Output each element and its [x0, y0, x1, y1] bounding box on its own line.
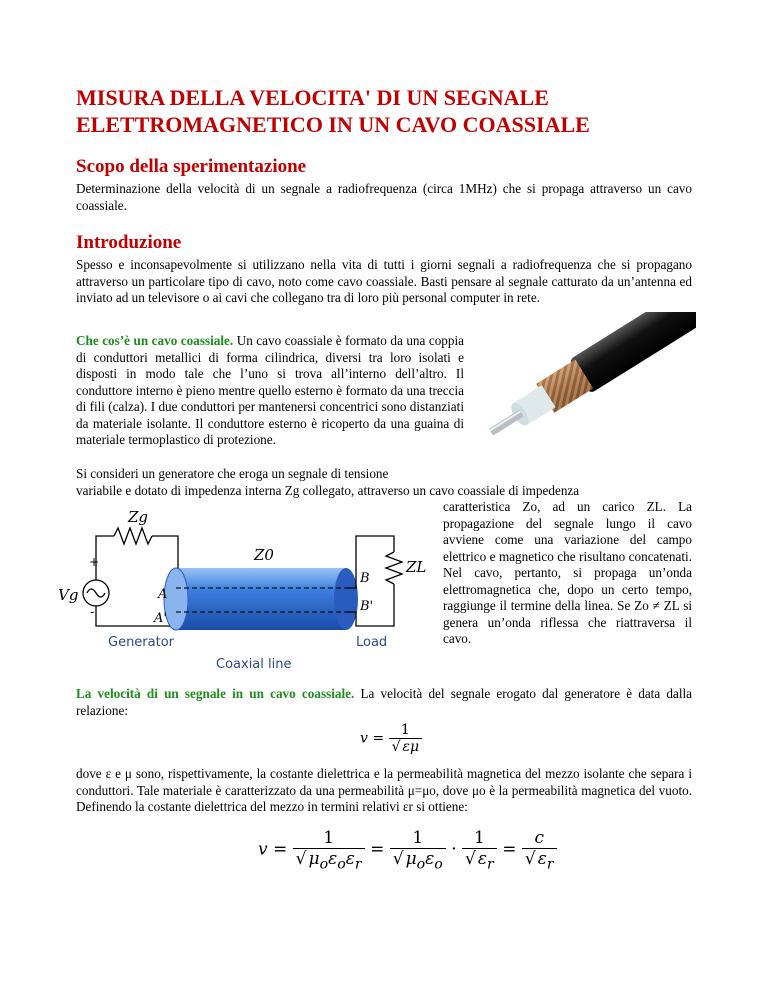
page-title: MISURA DELLA VELOCITA' DI UN SEGNALE ELETTROMAGNETICO IN UN CAVO COASSIALE [76, 85, 590, 137]
coax-paragraph [76, 333, 464, 449]
velocity-paragraph [76, 686, 692, 719]
velocity-lead: La velocità di un segnale in un cavo coassiale. [76, 686, 355, 701]
label-load: Load [356, 635, 388, 650]
label-vg: Vg [58, 586, 79, 604]
label-b-prime: B' [360, 599, 374, 614]
section-heading-intro: Introduzione [76, 232, 182, 253]
label-zl: ZL [406, 558, 427, 576]
equation-velocity: v = $\frac{1}{√ \varepsilon\mu}$ [360, 722, 422, 755]
label-a-prime: A' [154, 611, 167, 626]
scope-paragraph: Determinazione della velocità di un segnale a radiofrequenza (circa 1MHz) che si propaga attraverso un cavo coassiale. [76, 181, 692, 213]
intro-paragraph: Spesso e inconsapevolmente si utilizzano nella vita di tutti i giorni segnali a radiofrequenza che si propagano attraverso un particolare tipo di cavo, noto come cavo coassiale. Basti pensare al segnale catturato da un’antenna ed inviato ad un televisore o ai cavi che collegano tra di loro più personal computer in rete. [76, 257, 692, 305]
generator-side-paragraph: caratteristica Zo, ad un carico ZL. La propagazione del segnale lungo il cavo avviene come una variazione del campo elettrico e magnetico che risultano concatenati. Nel cavo, pertanto, si propaga un’onda elettromagnetica che, dopo un certo tempo, raggiunge il termine della linea. Se Zo ≠ ZL si genera un’onda riflessa che riattraversa il cavo. [443, 499, 692, 646]
velocity-text: La velocità del segnale erogato dal generatore è data dalla relazione: [76, 686, 692, 718]
label-plus: + [89, 555, 100, 569]
section-heading-scope: Scopo della sperimentazione [76, 156, 307, 177]
coax-text: Un cavo coassiale è formato da una coppia di conduttori metallici di forma cilindrica, diversi tra loro isolati e disposti in modo tale che l’uno si trova all’interno dell’altro. Il conduttore interno è pieno mentre quello esterno è formato da una treccia di fili (calza). I due conduttori per mantenersi concentrici sono distanziati da materiale isolante. Il conduttore esterno è ricoperto da una guaina di materiale termoplastico di protezione. [76, 333, 464, 447]
generator-line-2: variabile e dotato di impedenza interna Zg collegato, attraverso un cavo coassiale di impedenza [76, 483, 580, 498]
coax-lead: Che cos’è un cavo coassiale. [76, 333, 234, 348]
transmission-line-diagram [56, 508, 438, 674]
label-a: A [158, 587, 168, 602]
velocity-after-paragraph: dove ε e μ sono, rispettivamente, la costante dielettrica e la permeabilità magnetica del mezzo isolante che separa i conduttori. Tale materiale è caratterizzato da una permeabilità μ=μo, dove μo è la permeabilità magnetica del vuoto. Definendo la costante dielettrica del mezzo in termini relativi εr si ottiene: [76, 766, 692, 814]
coaxial-cable-photo [474, 312, 696, 454]
label-generator: Generator [108, 635, 175, 650]
equation-relative-permittivity: v = $\frac{1}{√ \mu_o\varepsilon_o\varepsilon_r}$ = $\frac{1}{√ \mu_o\varepsilon_o}$ · $\frac{1}{√ \varepsilon_r}$ = $\frac{c}{√ \varepsilon_r}$ [258, 828, 557, 872]
label-zg: Zg [128, 508, 149, 526]
generator-line-1: Si consideri un generatore che eroga un segnale di tensione [76, 466, 389, 481]
label-coaxial-line: Coaxial line [216, 657, 292, 672]
label-minus: - [90, 605, 95, 619]
label-z0: Z0 [254, 546, 274, 564]
label-b: B [360, 571, 370, 586]
